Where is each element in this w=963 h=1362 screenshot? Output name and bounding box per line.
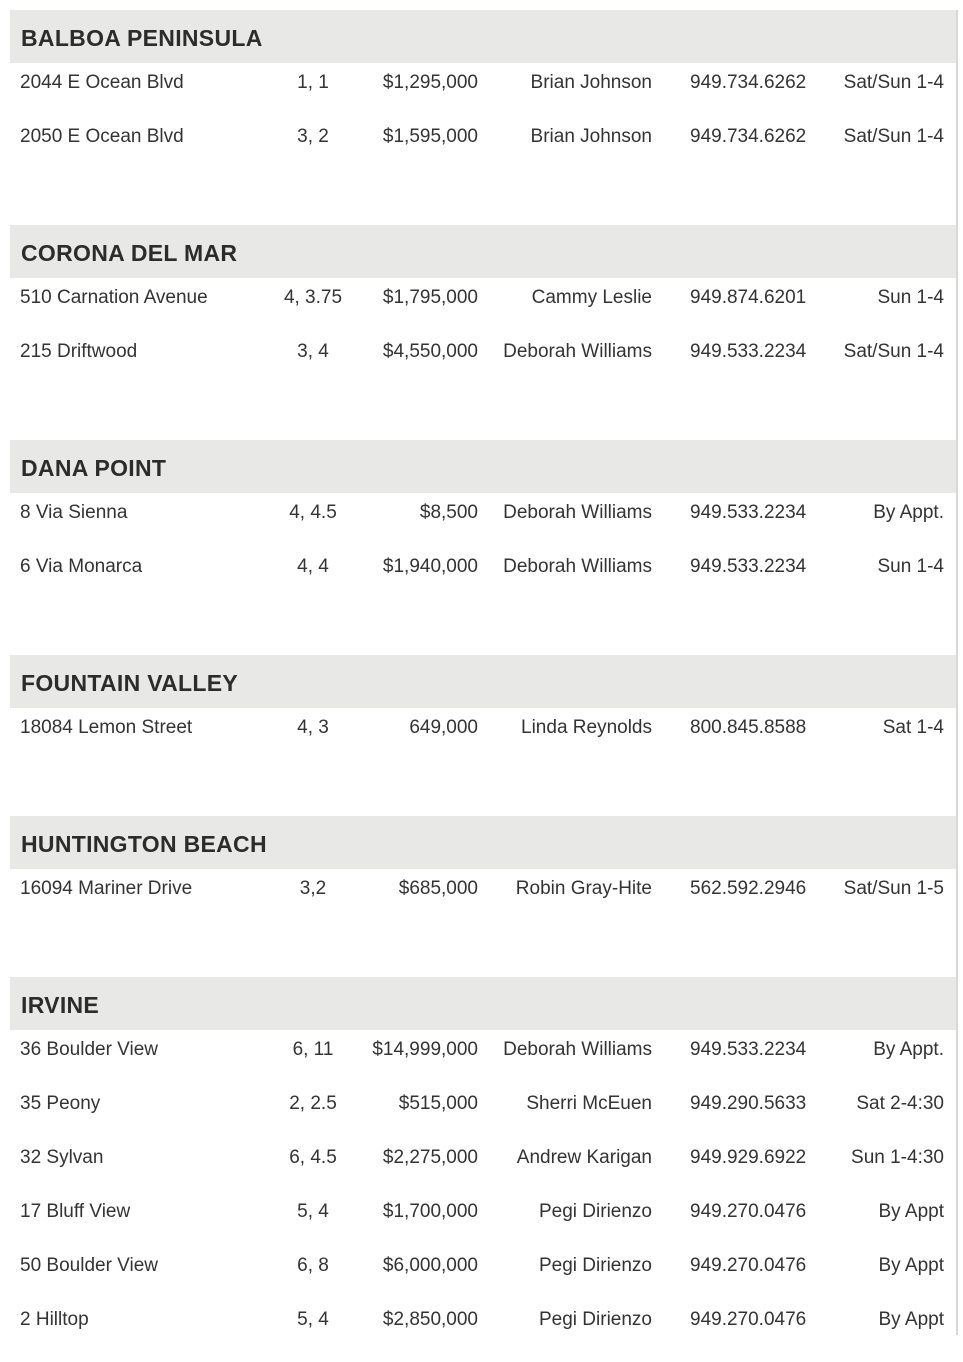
listing-row <box>10 708 956 762</box>
listing-open-hours: By Appt <box>878 1201 944 1222</box>
section-title: DANA POINT <box>21 455 167 481</box>
listing-row <box>10 1138 956 1192</box>
listing-agent: Robin Gray-Hite <box>515 878 652 899</box>
listing-row <box>10 1246 956 1300</box>
section-spacer <box>10 386 956 440</box>
listing-open-hours: Sat/Sun 1-5 <box>843 878 944 899</box>
listing-row <box>10 117 956 171</box>
listing-address: 36 Boulder View <box>20 1039 159 1060</box>
listing-bed-bath: 4, 4 <box>297 556 329 577</box>
listing-bed-bath: 3, 2 <box>297 126 329 147</box>
section-header <box>10 977 956 1030</box>
listing-phone: 949.533.2234 <box>690 556 807 577</box>
listing-price: 649,000 <box>409 717 478 738</box>
listing-open-hours: Sat/Sun 1-4 <box>843 126 944 147</box>
listing-price: $2,275,000 <box>382 1147 478 1168</box>
listing-open-hours: Sun 1-4 <box>877 556 944 577</box>
listing-section <box>10 225 956 386</box>
listing-agent: Pegi Dirienzo <box>539 1255 652 1276</box>
section-header <box>10 655 956 708</box>
listing-address: 8 Via Sienna <box>20 502 128 523</box>
listing-address: 35 Peony <box>20 1093 101 1114</box>
listing-bed-bath: 4, 3.75 <box>283 287 343 308</box>
listing-bed-bath: 4, 3 <box>297 717 329 738</box>
listing-open-hours: Sun 1-4 <box>877 287 944 308</box>
listing-agent: Cammy Leslie <box>531 287 652 308</box>
listing-address: 6 Via Monarca <box>20 556 143 577</box>
listing-open-hours: Sat/Sun 1-4 <box>843 72 944 93</box>
listing-price: $1,595,000 <box>382 126 478 147</box>
listing-row <box>10 278 956 332</box>
listing-bed-bath: 6, 8 <box>297 1255 329 1276</box>
section-header <box>10 816 956 869</box>
page-edge-divider <box>956 10 958 1335</box>
section-title: FOUNTAIN VALLEY <box>21 670 239 696</box>
listing-row <box>10 547 956 601</box>
listing-address: 2044 E Ocean Blvd <box>20 72 184 93</box>
section-title: BALBOA PENINSULA <box>21 25 263 51</box>
listing-row <box>10 332 956 386</box>
listing-open-hours: Sat 1-4 <box>882 717 944 738</box>
listing-price: $1,700,000 <box>382 1201 478 1222</box>
listing-price: $1,795,000 <box>382 287 478 308</box>
listing-price: $6,000,000 <box>382 1255 478 1276</box>
listing-open-hours: Sat 2-4:30 <box>856 1093 944 1114</box>
listing-open-hours: Sat/Sun 1-4 <box>843 341 944 362</box>
listing-open-hours: By Appt <box>878 1309 944 1330</box>
listing-bed-bath: 5, 4 <box>297 1309 329 1330</box>
listing-address: 50 Boulder View <box>20 1255 159 1276</box>
listing-agent: Andrew Karigan <box>516 1147 652 1168</box>
listing-section <box>10 10 956 171</box>
section-title: CORONA DEL MAR <box>21 240 238 266</box>
listing-phone: 949.270.0476 <box>690 1201 807 1222</box>
listing-address: 16094 Mariner Drive <box>20 878 193 899</box>
section-spacer <box>10 923 956 977</box>
listing-agent: Pegi Dirienzo <box>539 1309 652 1330</box>
listing-row <box>10 1300 956 1354</box>
listing-row <box>10 1030 956 1084</box>
section-title: IRVINE <box>21 992 100 1018</box>
listing-address: 2050 E Ocean Blvd <box>20 126 184 147</box>
listing-section <box>10 977 956 1354</box>
listing-agent: Deborah Williams <box>503 502 652 523</box>
section-title: HUNTINGTON BEACH <box>21 831 267 857</box>
listing-price: $1,295,000 <box>382 72 478 93</box>
listing-bed-bath: 3,2 <box>299 878 327 899</box>
listing-phone: 949.734.6262 <box>690 72 807 93</box>
listing-phone: 800.845.8588 <box>690 717 807 738</box>
listing-price: $2,850,000 <box>382 1309 478 1330</box>
listing-phone: 949.929.6922 <box>690 1147 807 1168</box>
listing-section <box>10 655 956 762</box>
listing-price: $4,550,000 <box>382 341 478 362</box>
listing-open-hours: Sun 1-4:30 <box>851 1147 944 1168</box>
listing-agent: Deborah Williams <box>503 1039 652 1060</box>
listing-agent: Linda Reynolds <box>521 717 652 738</box>
listing-phone: 949.270.0476 <box>690 1255 807 1276</box>
listing-phone: 949.270.0476 <box>690 1309 807 1330</box>
listing-price: $685,000 <box>398 878 478 899</box>
listing-agent: Brian Johnson <box>530 126 652 147</box>
section-spacer <box>10 762 956 816</box>
listing-phone: 949.533.2234 <box>690 502 807 523</box>
listing-phone: 949.290.5633 <box>690 1093 807 1114</box>
listing-phone: 949.533.2234 <box>690 341 807 362</box>
open-house-listings <box>10 10 956 1354</box>
listing-bed-bath: 5, 4 <box>297 1201 329 1222</box>
listing-row <box>10 493 956 547</box>
listing-bed-bath: 6, 4.5 <box>289 1147 337 1168</box>
section-header <box>10 440 956 493</box>
listing-agent: Sherri McEuen <box>526 1093 652 1114</box>
listing-agent: Brian Johnson <box>530 72 652 93</box>
listing-phone: 949.874.6201 <box>690 287 807 308</box>
listing-section <box>10 440 956 601</box>
listing-phone: 949.533.2234 <box>690 1039 807 1060</box>
listing-address: 32 Sylvan <box>20 1147 104 1168</box>
listing-bed-bath: 6, 11 <box>292 1039 334 1060</box>
section-header <box>10 10 956 63</box>
listing-price: $14,999,000 <box>372 1039 478 1060</box>
listing-section <box>10 816 956 923</box>
listing-price: $515,000 <box>398 1093 478 1114</box>
listing-phone: 949.734.6262 <box>690 126 807 147</box>
listing-price: $8,500 <box>419 502 478 523</box>
listing-row <box>10 869 956 923</box>
listing-address: 18084 Lemon Street <box>20 717 193 738</box>
listing-bed-bath: 4, 4.5 <box>289 502 337 523</box>
listing-row <box>10 63 956 117</box>
listing-agent: Pegi Dirienzo <box>539 1201 652 1222</box>
listing-open-hours: By Appt. <box>873 502 944 523</box>
listing-address: 2 Hilltop <box>20 1309 89 1330</box>
section-header <box>10 225 956 278</box>
listing-open-hours: By Appt. <box>873 1039 944 1060</box>
listing-price: $1,940,000 <box>382 556 478 577</box>
listing-bed-bath: 2, 2.5 <box>289 1093 337 1114</box>
section-spacer <box>10 601 956 655</box>
listing-agent: Deborah Williams <box>503 556 652 577</box>
listing-agent: Deborah Williams <box>503 341 652 362</box>
section-spacer <box>10 171 956 225</box>
listing-phone: 562.592.2946 <box>690 878 807 899</box>
listing-bed-bath: 3, 4 <box>297 341 329 362</box>
listing-address: 215 Driftwood <box>20 341 138 362</box>
listing-row <box>10 1192 956 1246</box>
listing-open-hours: By Appt <box>878 1255 944 1276</box>
listing-row <box>10 1084 956 1138</box>
listing-bed-bath: 1, 1 <box>297 72 329 93</box>
listing-address: 510 Carnation Avenue <box>20 287 208 308</box>
listing-address: 17 Bluff View <box>20 1201 131 1222</box>
